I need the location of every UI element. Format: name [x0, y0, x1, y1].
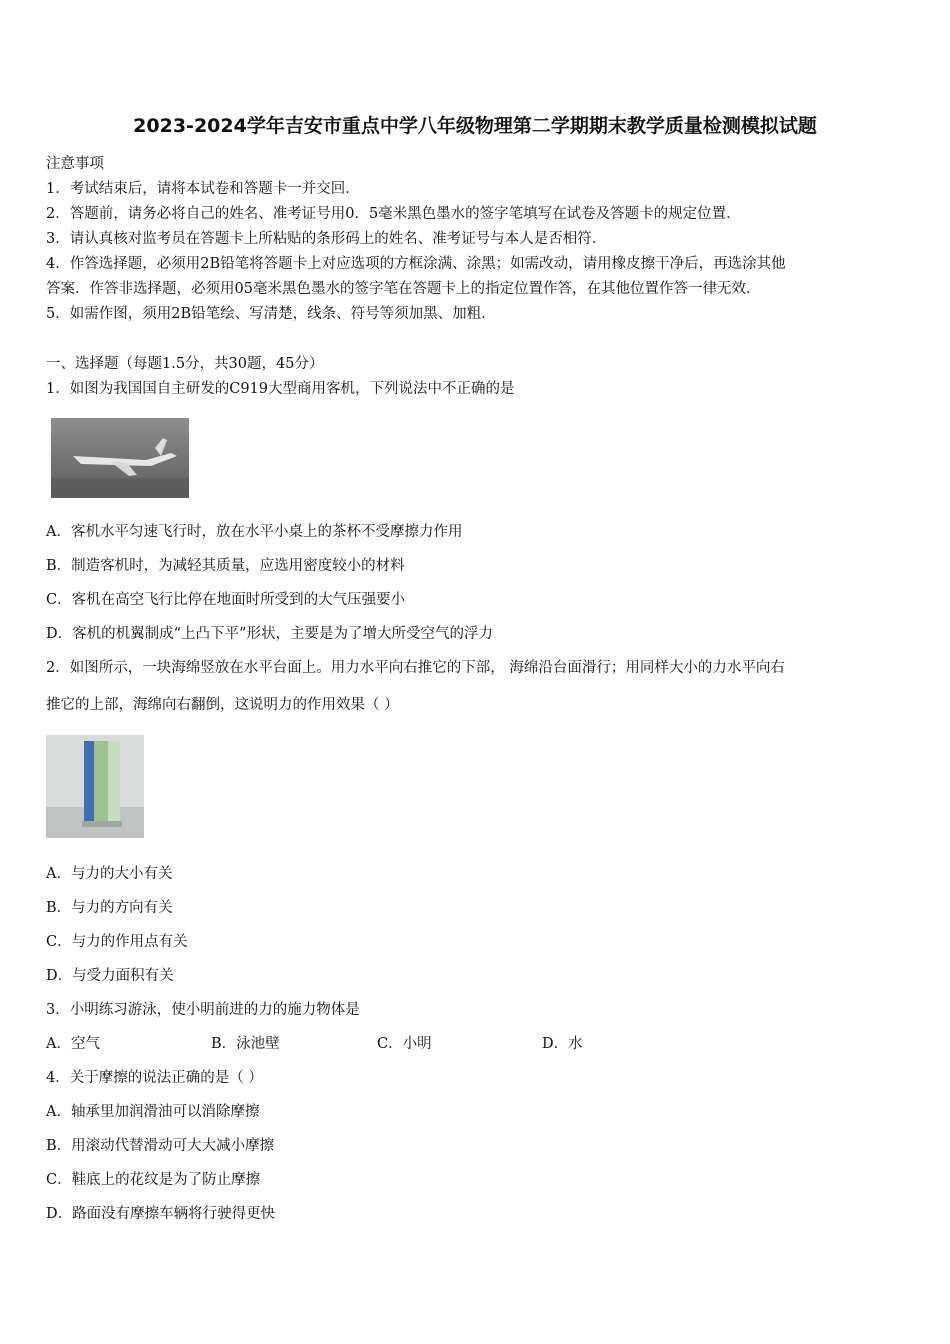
q2-option-c: C．与力的作用点有关	[46, 934, 188, 950]
q1-option-a: A．客机水平匀速飞行时，放在水平小桌上的茶杯不受摩擦力作用	[46, 524, 463, 540]
question-4-stem: 4．关于摩擦的说法正确的是（ ）	[46, 1070, 263, 1086]
sponge-photo	[46, 735, 144, 838]
q2-option-d: D．与受力面积有关	[46, 968, 174, 984]
notice-item-5: 5．如需作图，须用2B铅笔绘、写清楚，线条、符号等须加黑、加粗．	[46, 306, 496, 322]
q4-option-a: A．轴承里加润滑油可以消除摩擦	[46, 1104, 260, 1120]
notice-item-4-cont: 答案．作答非选择题，必须用05毫米黑色墨水的签字笔在答题卡上的指定位置作答，在其他位置作答一律无效．	[46, 281, 761, 297]
q4-option-c: C．鞋底上的花纹是为了防止摩擦	[46, 1172, 261, 1188]
notice-item-3: 3．请认真核对监考员在答题卡上所粘贴的条形码上的姓名、准考证号与本人是否相符．	[46, 231, 607, 247]
question-2-stem: 2．如图所示，一块海绵竖放在水平台面上。用力水平向右推它的下部， 海绵沿台面滑行；用同样大小的力水平向右	[46, 660, 785, 676]
q1-option-c: C．客机在高空飞行比停在地面时所受到的大气压强要小	[46, 592, 406, 608]
q4-option-d: D．路面没有摩擦车辆将行驶得更快	[46, 1206, 276, 1222]
q3-option-d: D．水	[542, 1036, 583, 1052]
airplane-photo	[51, 418, 189, 498]
question-1-stem: 1．如图为我国国自主研发的C919大型商用客机，下列说法中不正确的是	[46, 381, 515, 397]
notice-item-2: 2．答题前，请务必将自己的姓名、准考证号用0．5毫米黑色墨水的签字笔填写在试卷及答题卡的规定位置．	[46, 206, 741, 222]
q4-option-b: B．用滚动代替滑动可大大减小摩擦	[46, 1138, 275, 1154]
q1-option-d: D．客机的机翼制成“上凸下平”形状，主要是为了增大所受空气的浮力	[46, 626, 493, 642]
notice-heading: 注意事项	[46, 156, 104, 172]
question-3-stem: 3．小明练习游泳，使小明前进的力的施力物体是	[46, 1002, 360, 1018]
q3-option-c: C．小明	[377, 1036, 432, 1052]
notice-item-4: 4．作答选择题，必须用2B铅笔将答题卡上对应选项的方框涂满、涂黑；如需改动，请用橡皮擦干净后，再选涂其他	[46, 256, 786, 272]
page-title: 2023-2024学年吉安市重点中学八年级物理第二学期期末教学质量检测模拟试题	[133, 115, 817, 137]
notice-item-1: 1．考试结束后，请将本试卷和答题卡一并交回．	[46, 181, 360, 197]
q3-option-b: B．泳池壁	[211, 1036, 280, 1052]
section-heading: 一、选择题（每题1.5分，共30题，45分）	[46, 356, 324, 372]
q2-option-b: B．与力的方向有关	[46, 900, 173, 916]
question-2-stem-cont: 推它的上部，海绵向右翻倒，这说明力的作用效果（ ）	[46, 697, 399, 713]
q3-option-a: A．空气	[46, 1036, 100, 1052]
q2-option-a: A．与力的大小有关	[46, 866, 173, 882]
q1-option-b: B．制造客机时，为减轻其质量，应选用密度较小的材料	[46, 558, 405, 574]
